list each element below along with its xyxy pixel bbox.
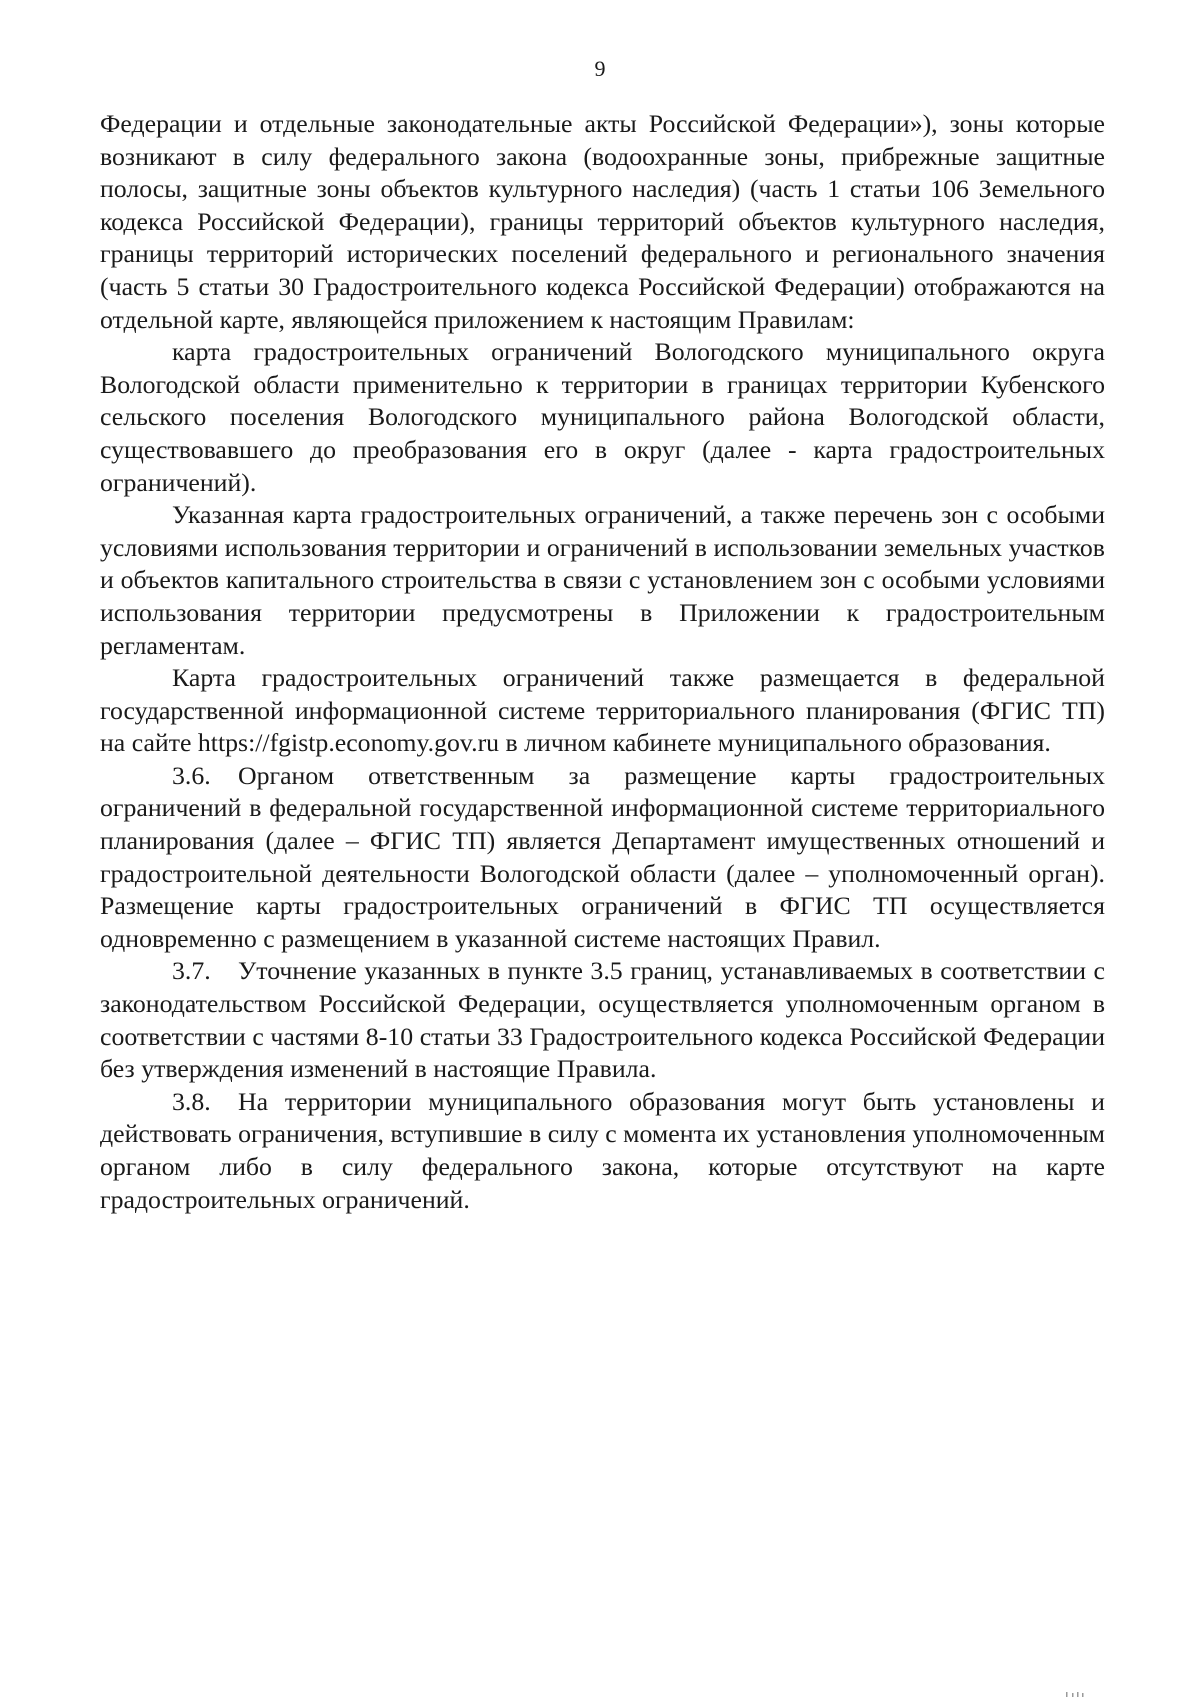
paragraph-text: На территории муниципального образования могут быть установлены и действовать ограничения, вступившие в силу с момента их установления уполномоченным органом либо в силу федерального закона, которые отсутствуют на карте градостроительных ограничений. bbox=[100, 1086, 1105, 1214]
paragraph-number: 3.8. bbox=[172, 1086, 211, 1116]
paragraph-3-7 bbox=[100, 955, 1105, 1085]
paragraph-map-contents bbox=[100, 499, 1105, 662]
paragraph-text: карта градостроительных ограничений Вологодского муниципального округа Вологодской области применительно к территории в границах территории Кубенского сельского поселения Вологодского муниципального района Вологодской области, существовавшего до преобразования его в округ (далее - карта градостроительных ограничений). bbox=[100, 337, 1105, 497]
paragraph-text: Уточнение указанных в пункте 3.5 границ, устанавливаемых в соответствии с законодательством Российской Федерации, осуществляется уполномоченным органом в соответствии с частями 8-10 статьи 33 Градостроительного кодекса Российской Федерации без утверждения изменений в настоящие Правила. bbox=[100, 956, 1105, 1084]
paragraph-3-8 bbox=[100, 1086, 1105, 1216]
scan-speck-marks bbox=[1064, 1691, 1104, 1697]
paragraph-number: 3.6. bbox=[172, 760, 211, 790]
paragraph-text: Указанная карта градостроительных ограничений, а также перечень зон с особыми условиями использования территории и ограничений в использовании земельных участков и объектов капитального строительства в связи с установлением зон с особыми условиями использования территории предусмотрены в Приложении к градостроительным регламентам. bbox=[100, 500, 1105, 660]
paragraph-text: Федерации и отдельные законодательные акты Российской Федерации»), зоны которые возникают в силу федерального закона (водоохранные зоны, прибрежные защитные полосы, защитные зоны объектов культурного наследия) (часть 1 статьи 106 Земельного кодекса Российской Федерации), границы территорий объектов культурного наследия, границы территорий исторических поселений федерального и регионального значения (часть 5 статьи 30 Градостроительного кодекса Российской Федерации) отображаются на отдельной карте, являющейся приложением к настоящим Правилам: bbox=[100, 109, 1105, 334]
document-body bbox=[100, 108, 1105, 1216]
paragraph-fgis-placement bbox=[100, 662, 1105, 760]
paragraph-map-title bbox=[100, 336, 1105, 499]
page-number: 9 bbox=[594, 56, 606, 81]
paragraph-number: 3.7. bbox=[172, 956, 211, 986]
paragraph-text: Органом ответственным за размещение карты градостроительных ограничений в федеральной государственной информационной системе территориального планирования (далее – ФГИС ТП) является Департамент имущественных отношений и градостроительной деятельности Вологодской области (далее – уполномоченный орган). Размещение карты градостроительных ограничений в ФГИС ТП осуществляется одновременно с размещением в указанной системе настоящих Правил. bbox=[100, 760, 1105, 953]
paragraph-3-6 bbox=[100, 760, 1105, 956]
paragraph-continuation bbox=[100, 108, 1105, 336]
paragraph-text: Карта градостроительных ограничений также размещается в федеральной государственной информационной системе территориального планирования (ФГИС ТП) на сайте https://fgistp.economy.gov.ru в личном кабинете муниципального образования. bbox=[100, 663, 1105, 758]
